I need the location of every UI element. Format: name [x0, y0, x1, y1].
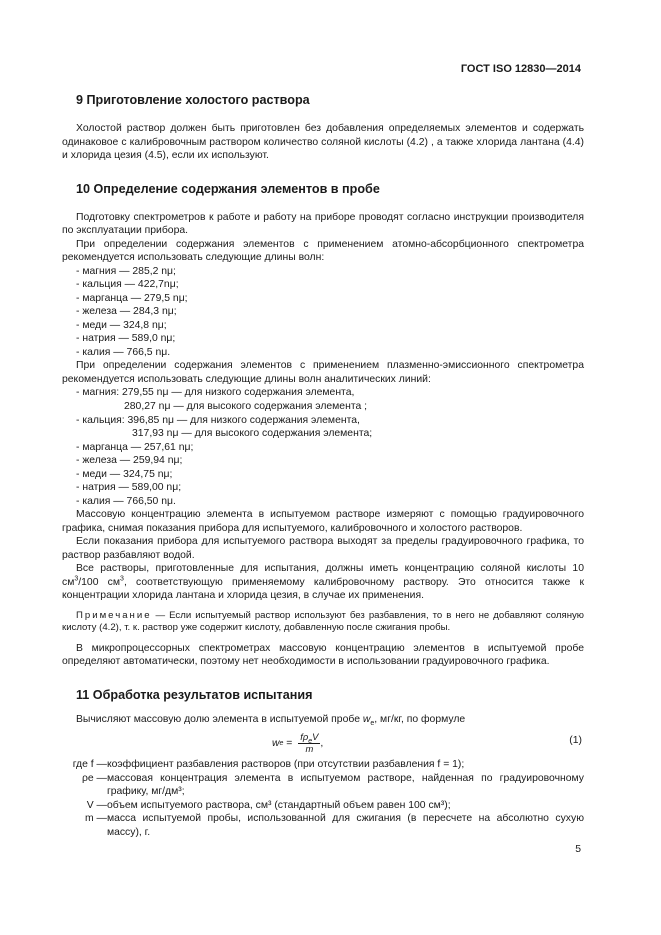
aa-line-mn: - марганца — 279,5 nμ; [76, 292, 188, 304]
icp-line-ca-low: - кальция: 396,85 nμ — для низкого содержания элемента, [76, 414, 360, 426]
page-number: 5 [575, 844, 581, 855]
icp-line-cu: - меди — 324,75 nμ; [76, 468, 173, 480]
icp-line-mg-low: - магния: 279,55 nμ — для низкого содержания элемента, [76, 387, 355, 399]
aa-wavelength-list [62, 265, 584, 360]
section-9-text: Холостой раствор должен быть приготовлен без добавления определяемых элементов и содержать одинаковое с калибровочным раствором количество соляной кислоты (4.2) , а также хлорида лантана (4.4) и хлорида цезия (4.5), если их используют. [62, 123, 584, 162]
icp-line-na: - натрия — 589,00 nμ; [76, 482, 182, 494]
icp-line-mn: - марганца — 257,61 nμ; [76, 441, 194, 453]
formula-fraction: $\frac{f\rho_eV}{m}$ [300, 731, 319, 755]
note-label: Примечание [76, 609, 152, 621]
note [62, 610, 584, 635]
section-10-p2: При определении содержания элементов с применением атомно-абсорбционного спектрометра рекомендуется использовать следующие длины волн: [62, 238, 584, 264]
icp-wavelength-list [62, 386, 584, 508]
section-9-title: 9 Приготовление холостого раствора [76, 93, 310, 107]
icp-line-ca-high: 317,93 nμ — для высокого содержания элемента; [132, 428, 373, 440]
definition-row: ρe — массовая концентрация элемента в испытуемом растворе, найденная по градуировочному графику, мг/дм³; [81, 772, 584, 798]
standard-header: ГОСТ ISO 12830—2014 [460, 63, 581, 75]
section-10-p7: В микропроцессорных спектрометрах массовую концентрацию элементов в испытуемой пробе определяют автоматически, поэтому нет необходимости в использовании градуировочного графика. [62, 642, 584, 668]
aa-line-fe: - железа — 284,3 nμ; [76, 306, 177, 318]
section-10-p5: Если показания прибора для испытуемого раствора выходят за пределы градуировочного графика, то раствор разбавляют водой. [62, 536, 584, 561]
icp-line-fe: - железа — 259,94 nμ; [76, 455, 183, 467]
icp-line-mg-high: 280,27 nμ — для высокого содержания элемента ; [124, 400, 368, 412]
section-10-p1: Подготовку спектрометров к работе и работу на приборе проводят согласно инструкции производителя по эксплуатации прибора. [62, 211, 584, 237]
definition-row: m — масса испытуемой пробы, использованной для сжигания (в пересчете на абсолютно сухую массу), г. [85, 813, 584, 838]
definition-row: где f — коэффициент разбавления растворов (при отсутствии разбавления f = 1); [72, 759, 465, 771]
definition-row: V — объем испытуемого раствора, см³ (стандартный объем равен 100 см³); [86, 799, 451, 811]
section-10-p3: При определении содержания элементов с применением плазменно-эмиссионного спектрометра рекомендуется использовать следующие длины волн аналитических линий: [62, 360, 584, 385]
variable-definitions [62, 758, 584, 839]
formula: w e = $\frac{f\rho_eV}{m}$ , [272, 731, 324, 755]
icp-line-k: - калия — 766,50 nμ. [76, 495, 176, 507]
aa-line-na: - натрия — 589,0 nμ; [76, 333, 176, 345]
section-11-title: 11 Обработка результатов испытания [76, 687, 313, 702]
section-10-p4: Массовую концентрацию элемента в испытуемом растворе измеряют с помощью градуировочного графика, снимая показания прибора для испытуемого, калибровочного и холостого растворов. [62, 509, 584, 534]
section-11-intro: Вычисляют массовую долю элемента в испытуемой пробе $w_e$, мг/кг, по формуле [76, 713, 466, 727]
page-content [62, 90, 584, 839]
aa-line-mg: - магния — 285,2 nμ; [76, 265, 176, 277]
formula-row [62, 730, 584, 756]
note-text: — Если испытуемый раствор используют без разбавления, то в него не добавляют соляную кислоту (4.2), т. к. раствор уже содержит кислоту, добавленную после сжигания пробы. [62, 609, 584, 634]
section-10-title: 10 Определение содержания элементов в пробе [76, 181, 380, 196]
aa-line-cu: - меди — 324,8 nμ; [76, 319, 167, 331]
equation-number: (1) [569, 735, 582, 747]
aa-line-k: - калия — 766,5 nμ. [76, 346, 171, 358]
section-10-p6: Все растворы, приготовленные для испытания, должны иметь концентрацию соляной кислоты 10 $см^3/100$ $см^3$, соответствующую применяемому калибровочному раствору. Это относится также к концентрации хлорида лантана и хлорида цезия, в случае их применения. [62, 563, 584, 602]
aa-line-ca: - кальция — 422,7nμ; [76, 279, 179, 291]
